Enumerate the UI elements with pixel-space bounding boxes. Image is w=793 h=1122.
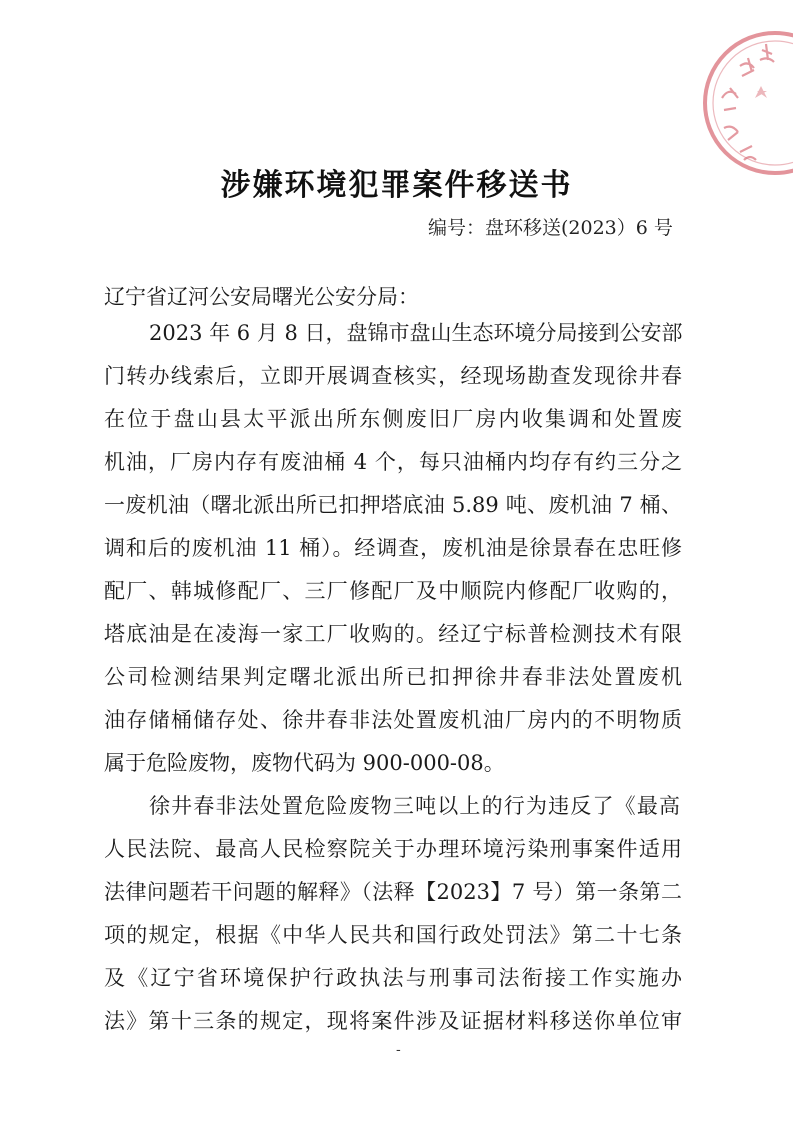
paragraph-1-line: 2023 年 6 月 8 日，盘锦市盘山生态环境分局接到公安部 <box>149 321 683 345</box>
addressee: 辽宁省辽河公安局曙光公安分局： <box>104 285 419 309</box>
paragraph-2-line: 法》第十三条的规定，现将案件涉及证据材料移送你单位审 <box>104 1009 682 1033</box>
paragraph-1-line: 调和后的废机油 11 桶）。经调查，废机油是徐景春在忠旺修 <box>104 536 682 560</box>
paragraph-1-line: 在位于盘山县太平派出所东侧废旧厂房内收集调和处置废 <box>104 407 682 431</box>
paragraph-1-line: 属于危险废物，废物代码为 900-000-08。 <box>104 751 505 775</box>
page-marker: - <box>396 1042 401 1058</box>
paragraph-1-line: 配厂、韩城修配厂、三厂修配厂及中顺院内修配厂收购的， <box>104 579 682 603</box>
paragraph-1-line: 一废机油（曙北派出所已扣押塔底油 5.89 吨、废机油 7 桶、 <box>104 493 682 517</box>
paragraph-1-line: 门转办线索后，立即开展调查核实，经现场勘查发现徐井春 <box>104 364 682 388</box>
paragraph-1-line: 机油，厂房内存有废油桶 4 个，每只油桶内均存有约三分之 <box>104 450 682 474</box>
paragraph-2-line: 人民法院、最高人民检察院关于办理环境污染刑事案件适用 <box>104 837 682 861</box>
paragraph-2-line: 项的规定，根据《中华人民共和国行政处罚法》第二十七条 <box>104 923 682 947</box>
paragraph-2-line: 及《辽宁省环境保护行政执法与刑事司法衔接工作实施办 <box>104 966 682 990</box>
official-seal-icon <box>700 28 793 178</box>
paragraph-1-line: 公司检测结果判定曙北派出所已扣押徐井春非法处置废机 <box>104 665 682 689</box>
document-number: 编号：盘环移送(2023）6 号 <box>428 217 673 239</box>
document-title: 涉嫌环境犯罪案件移送书 <box>220 168 573 203</box>
paragraph-2-line: 徐井春非法处置危险废物三吨以上的行为违反了《最高 <box>149 794 680 818</box>
paragraph-1-line: 塔底油是在凌海一家工厂收购的。经辽宁标普检测技术有限 <box>104 622 682 646</box>
paragraph-1-line: 油存储桶储存处、徐井春非法处置废机油厂房内的不明物质 <box>104 708 682 732</box>
paragraph-2-line: 法律问题若干问题的解释》（法释【2023】7 号）第一条第二 <box>104 880 682 904</box>
